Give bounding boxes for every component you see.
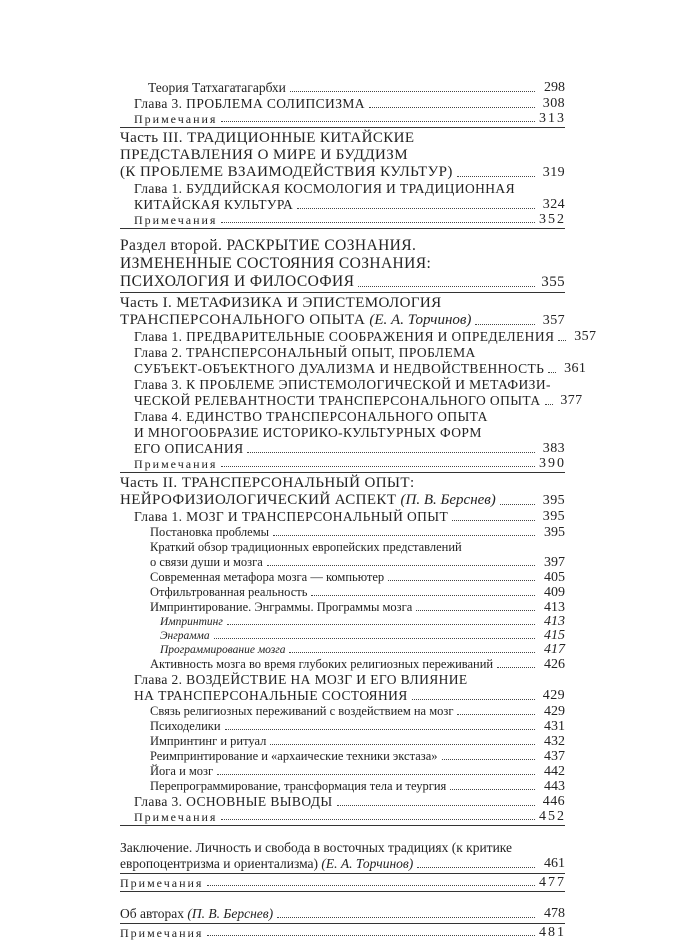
entry-title: Программирование мозга [160,644,286,656]
page-number: 443 [544,779,565,794]
entry-title: о связи души и мозга [150,555,263,569]
entry-title: Глава 1. БУДДИЙСКАЯ КОСМОЛОГИЯ И ТРАДИЦИОННАЯ [134,181,515,196]
entry-title: Краткий обзор традиционных европейских представлений [150,540,462,554]
entry-title: Глава 2. ВОЗДЕЙСТВИЕ НА МОЗГ И ЕГО ВЛИЯНИЕ [134,672,468,687]
page-number: 437 [544,749,565,764]
page-number: 461 [544,856,565,871]
dot-leader [545,404,553,405]
dot-leader [457,714,535,715]
toc-entry [120,794,565,810]
dot-leader [442,759,536,760]
toc-entry [120,810,565,824]
entry-title: Глава 3. ПРОБЛЕМА СОЛИПСИЗМА [134,96,365,111]
dot-leader [227,624,535,625]
entry-title: Глава 1. ПРЕДВАРИТЕЛЬНЫЕ СООБРАЖЕНИЯ И ОПРЕДЕЛЕНИЯ [134,329,555,344]
toc-entry [120,779,565,794]
entry-title: ТРАНСПЕРСОНАЛЬНОГО ОПЫТА (Е. А. Торчинов) [120,312,472,328]
toc-entry [120,555,565,570]
page-number: 481 [539,925,566,940]
entry-title: Примечания [120,926,204,940]
dot-leader [297,208,535,209]
dot-leader [500,504,535,505]
toc-entry [120,509,565,525]
dot-leader [221,819,535,820]
entry-title: европоцентризма и ориентализма) (Е. А. Торчинов) [120,856,414,871]
page-number: 361 [564,361,587,376]
entry-title: Импринтинг [160,616,223,628]
entry-title: Примечания [134,112,218,126]
entry-title: Об авторах (П. В. Берснев) [120,906,274,921]
page-number: 308 [542,96,565,111]
divider [120,472,565,473]
entry-title: Глава 1. МОЗГ И ТРАНСПЕРСОНАЛЬНЫЙ ОПЫТ [134,509,449,524]
dot-leader [388,580,535,581]
dot-leader [221,466,535,467]
toc-entry [120,764,565,779]
toc-entry [120,643,565,657]
entry-title: Импринтирование. Энграммы. Программы мозга [150,600,413,614]
divider [120,228,565,229]
toc-entry [120,600,565,615]
dot-leader [277,917,535,918]
toc-entry [120,96,565,112]
page-number: 429 [544,704,565,719]
dot-leader [290,91,535,92]
toc-entry [120,749,565,764]
page-number: 395 [542,509,565,524]
page-number: 298 [544,80,565,95]
toc-entry [120,926,565,940]
page-number: 397 [544,555,565,570]
page-number: 395 [542,493,565,508]
entry-title: Современная метафора мозга — компьютер [150,570,385,584]
entry-title: НЕЙРОФИЗИОЛОГИЧЕСКИЙ АСПЕКТ (П. В. Берснев) [120,492,496,508]
page-number: 442 [544,764,565,779]
toc-entry [120,734,565,749]
dot-leader [267,565,535,566]
dot-leader [311,595,535,596]
dot-leader [247,452,535,453]
entry-title: Примечания [134,213,218,227]
dot-leader [225,729,535,730]
entry-title: Раздел второй. РАСКРЫТИЕ СОЗНАНИЯ. [120,237,417,254]
entry-title: Часть II. ТРАНСПЕРСОНАЛЬНЫЙ ОПЫТ: [120,475,415,491]
divider [120,292,565,293]
page-number: 377 [560,393,583,408]
dot-leader [221,222,535,223]
author: (П. В. Берснев) [400,492,496,508]
toc-entry [120,719,565,734]
entry-title: Часть III. ТРАДИЦИОННЫЕ КИТАЙСКИЕ [120,130,415,146]
toc-entry [120,273,565,291]
toc-entry [120,441,565,457]
page-number: 319 [542,165,565,180]
toc-entry [120,312,565,329]
toc-entry [120,876,565,890]
entry-title: Теория Татхагатагарбхи [148,80,286,95]
toc-entry [120,525,565,540]
divider [120,923,565,924]
toc-entry [120,585,565,600]
dot-leader [416,610,535,611]
entry-title: (К ПРОБЛЕМЕ ВЗАИМОДЕЙСТВИЯ КУЛЬТУР) [120,164,453,180]
entry-title: СУБЪЕКТ-ОБЪЕКТНОГО ДУАЛИЗМА И НЕДВОЙСТВЕННОСТЬ [134,361,545,376]
dot-leader [417,867,535,868]
entry-title: ИЗМЕНЕННЫЕ СОСТОЯНИЯ СОЗНАНИЯ: [120,255,432,272]
divider [120,891,565,892]
entry-title: ЕГО ОПИСАНИЯ [134,441,244,456]
dot-leader [207,885,535,886]
toc-entry [120,492,565,509]
toc-entry [120,657,565,672]
page-number: 417 [544,642,565,657]
dot-leader [337,805,535,806]
entry-title: ПСИХОЛОГИЯ И ФИЛОСОФИЯ [120,273,355,290]
toc-entry [120,457,565,471]
dot-leader [289,652,535,653]
toc-entry [120,361,587,377]
page-number: 413 [544,614,565,629]
entry-title: Примечания [134,810,218,824]
entry-title: Постановка проблемы [150,525,270,539]
page-number: 390 [539,456,566,471]
dot-leader [369,107,535,108]
toc-entry [120,570,565,585]
divider [120,127,565,128]
entry-title: Глава 3. ОСНОВНЫЕ ВЫВОДЫ [134,794,333,809]
page-number: 413 [544,600,565,615]
entry-title: ЧЕСКОЙ РЕЛЕВАНТНОСТИ ТРАНСПЕРСОНАЛЬНОГО ОПЫТА [134,393,541,408]
page-number: 446 [542,794,565,809]
page-number: 395 [544,525,565,540]
divider [120,825,565,826]
entry-title: ПРЕДСТАВЛЕНИЯ О МИРЕ И БУДДИЗМ [120,147,408,163]
toc-entry [120,704,565,719]
entry-title: Импринтинг и ритуал [150,734,267,748]
entry-title: И МНОГООБРАЗИЕ ИСТОРИКО-КУЛЬТУРНЫХ ФОРМ [134,425,482,440]
dot-leader [450,789,535,790]
entry-title: Реимпринтирование и «архаические техники экстаза» [150,749,438,763]
page-number: 313 [539,111,566,126]
entry-title: Связь религиозных переживаний с воздействием на мозг [150,704,454,718]
entry-title: НА ТРАНСПЕРСОНАЛЬНЫЕ СОСТОЯНИЯ [134,688,408,703]
toc-entry [120,80,565,96]
page-number: 415 [544,628,565,643]
entry-title: Перепрограммирование, трансформация тела и теургия [150,779,447,793]
toc-entry [120,906,565,922]
page-number: 357 [542,313,565,328]
toc-entry [120,688,565,704]
dot-leader [221,121,535,122]
dot-leader [270,744,535,745]
dot-leader [358,286,535,287]
page-number: 352 [539,212,566,227]
page-number: 429 [542,688,565,703]
entry-title: Примечания [134,457,218,471]
toc-entry [120,112,565,126]
dot-leader [452,520,535,521]
dot-leader [497,667,535,668]
toc-entry [120,197,565,213]
page-number: 324 [542,197,565,212]
dot-leader [273,535,535,536]
divider [120,873,565,874]
page-number: 426 [544,657,565,672]
entry-title: Часть I. МЕТАФИЗИКА И ЭПИСТЕМОЛОГИЯ [120,295,442,311]
page-number: 355 [541,274,565,290]
page-number: 409 [544,585,565,600]
page-number: 357 [574,329,597,344]
entry-title: Отфильтрованная реальность [150,585,308,599]
entry-title: Примечания [120,876,204,890]
dot-leader [214,638,535,639]
dot-leader [475,324,535,325]
page-number: 478 [544,906,565,921]
page-number: 452 [539,809,566,824]
author: (П. В. Берснев) [187,906,274,921]
toc-entry [120,393,583,409]
dot-leader [217,774,535,775]
toc-entry [120,329,597,345]
page-number: 405 [544,570,565,585]
page-number: 477 [539,875,566,890]
dot-leader [558,340,566,341]
dot-leader [457,176,535,177]
dot-leader [207,935,535,936]
toc-entry [120,856,565,872]
entry-title: Заключение. Личность и свобода в восточных традициях (к критике [120,840,513,855]
page-number: 431 [544,719,565,734]
entry-title: Глава 2. ТРАНСПЕРСОНАЛЬНЫЙ ОПЫТ, ПРОБЛЕМА [134,345,476,360]
entry-title: Глава 3. К ПРОБЛЕМЕ ЭПИСТЕМОЛОГИЧЕСКОЙ И МЕТАФИЗИ- [134,377,551,392]
page-number: 432 [544,734,565,749]
page-number: 383 [542,441,565,456]
entry-title: Глава 4. ЕДИНСТВО ТРАНСПЕРСОНАЛЬНОГО ОПЫТА [134,409,488,424]
entry-title: Психоделики [150,719,221,733]
table-of-contents [120,80,597,940]
toc-entry [120,164,565,181]
toc-entry [120,629,565,643]
entry-title: КИТАЙСКАЯ КУЛЬТУРА [134,197,294,212]
dot-leader [548,372,556,373]
entry-title: Активность мозга во время глубоких религиозных переживаний [150,657,494,671]
author: (Е. А. Торчинов) [369,312,472,328]
dot-leader [412,699,535,700]
toc-entry [120,213,565,227]
entry-title: Энграмма [160,630,210,642]
toc-entry [120,615,565,629]
entry-title: Йога и мозг [150,764,214,778]
author: (Е. А. Торчинов) [321,856,414,871]
